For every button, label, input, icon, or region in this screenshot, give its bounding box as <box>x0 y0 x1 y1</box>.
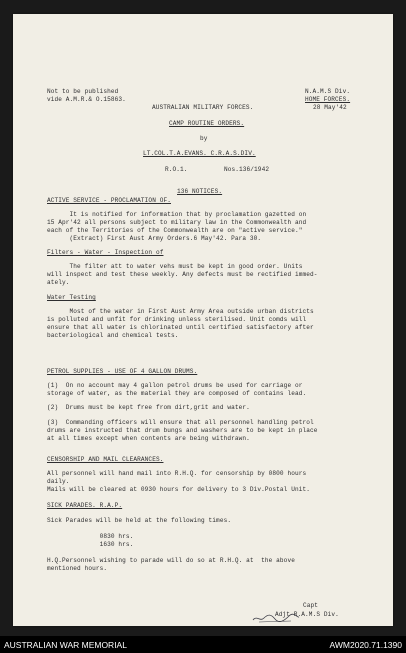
section-line: ensure that all water is chlorinated until certified satisfactory after <box>47 324 314 331</box>
section-heading: Filters - Water - Inspection of <box>47 249 164 256</box>
signatory-appointment: Adjt R.A.M.S Div. <box>275 611 339 618</box>
section-heading: PETROL SUPPLIES - USE OF 4 GALLON DRUMS. <box>47 368 198 375</box>
header-command: HOME FORCES. <box>305 96 351 103</box>
document-page <box>13 14 393 626</box>
section-line: Sick Parades will be held at the following times. <box>47 517 232 524</box>
section-line: (3) Commanding officers will ensure that all personnel handling petrol <box>47 419 314 426</box>
section-line: Most of the water in First Aust Army Area outside urban districts <box>47 308 314 315</box>
section-line: bacteriological and chemical tests. <box>47 332 179 339</box>
section-line: (1) On no account may 4 gallon petrol drums be used for carriage or <box>47 382 303 389</box>
publication-note-line-1: Not to be published <box>47 88 119 95</box>
header-date: 28 May'42 <box>313 104 347 111</box>
section-line: storage of water, as the material they are composed of contains lead. <box>47 390 307 397</box>
section-line: will inspect and test these weekly. Any defects must be rectified immed- <box>47 271 318 278</box>
section-line: All personnel will hand mail into R.H.Q. for censorship by 0800 hours <box>47 470 307 477</box>
section-line: drums are instructed that drum bungs and washers are to be kept in place <box>47 427 318 434</box>
section-line: daily. <box>47 478 70 485</box>
section-line: It is notified for information that by proclamation gazetted on <box>47 211 307 218</box>
header-unit: N.A.M.S Div. <box>305 88 351 95</box>
section-heading: SICK PARADES. R.A.P. <box>47 502 123 509</box>
section-line: mentioned hours. <box>47 565 108 572</box>
section-line: (Extract) First Aust Army Orders.6 May'42. Para 30. <box>47 235 262 242</box>
footer-accession-number: AWM2020.71.1390 <box>329 640 402 650</box>
footer-institution: AUSTRALIAN WAR MEMORIAL <box>4 640 127 650</box>
routine-order-ref: R.O.1. <box>165 166 188 173</box>
section-line: H.Q.Personnel wishing to parade will do so at R.H.Q. at the above <box>47 557 295 564</box>
document-title: CAMP ROUTINE ORDERS. <box>169 120 245 127</box>
section-heading: ACTIVE SERVICE - PROCLAMATION OF. <box>47 197 171 204</box>
section-line: Mails will be cleared at 0930 hours for delivery to 3 Div.Postal Unit. <box>47 486 310 493</box>
order-numbers: Nos.136/1942 <box>224 166 270 173</box>
section-line: at all times except when contents are being withdrawn. <box>47 435 250 442</box>
by-line: by <box>200 135 208 142</box>
section-line: ately. <box>47 279 70 286</box>
section-line: 0830 hrs. <box>47 533 134 540</box>
publication-note-line-2: vide A.M.R.& O.15863. <box>47 96 126 103</box>
section-heading: Water Testing <box>47 294 96 301</box>
commanding-officer: LT.COL.T.A.EVANS. C.R.A.S.DIV. <box>143 150 256 157</box>
header-organisation: AUSTRALIAN MILITARY FORCES. <box>152 104 254 111</box>
notices-heading: 136 NOTICES. <box>177 188 223 195</box>
signatory-rank: Capt <box>303 602 319 609</box>
archive-footer <box>0 636 406 653</box>
section-line: 1630 hrs. <box>47 541 134 548</box>
section-line: is polluted and unfit for drinking unless sterilised. Unit comds will <box>47 316 307 323</box>
section-heading: CENSORSHIP AND MAIL CLEARANCES. <box>47 456 164 463</box>
section-line: The filter att to water vehs must be kept in good order. Units <box>47 263 303 270</box>
section-line: each of the Territories of the Commonwealth are on "active service." <box>47 227 303 234</box>
section-line: 15 Apr'42 all persons subject to military law in the Commonwealth and <box>47 219 307 226</box>
section-line: (2) Drums must be kept free from dirt,grit and water. <box>47 404 250 411</box>
